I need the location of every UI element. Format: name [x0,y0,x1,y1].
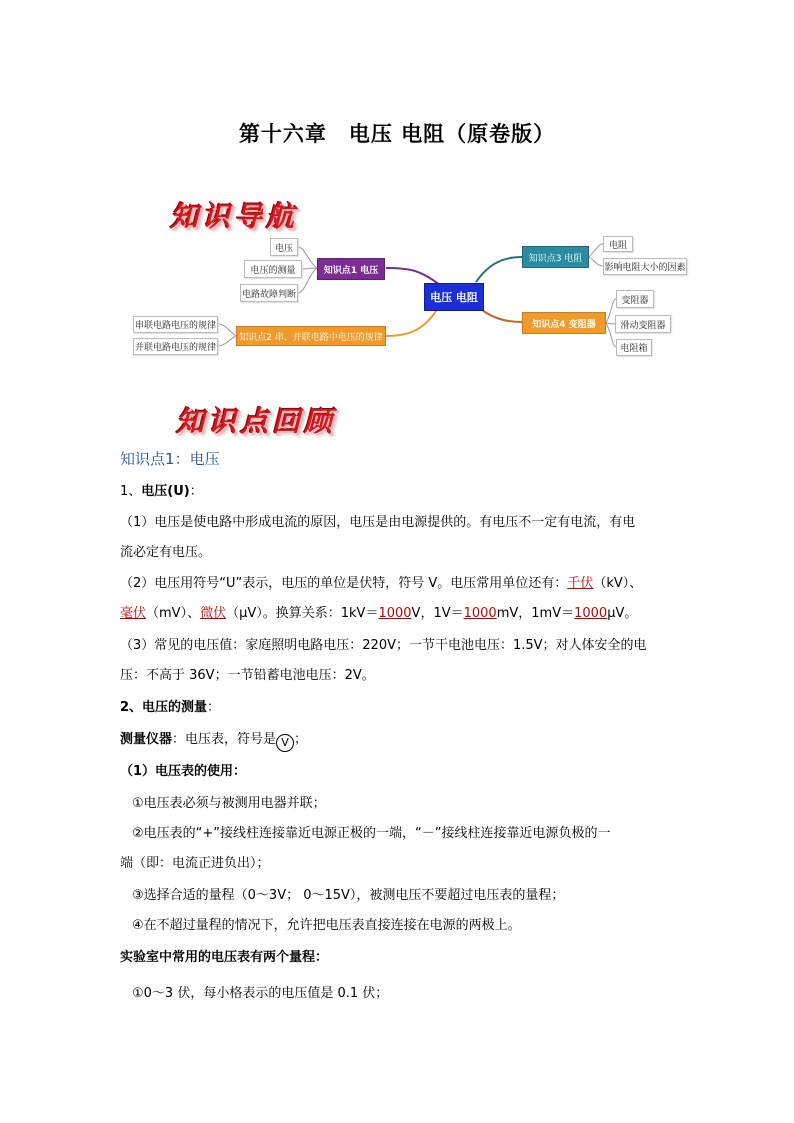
section-colon: ： [207,700,221,715]
rule-2-line-1: ②电压表的“+”接线柱连接靠近电源正极的一端，“－”接线柱连接靠近电源负极的一 [132,826,611,841]
voltmeter-symbol-icon: V [276,734,294,752]
answer-value: 1000 [378,606,412,621]
kp-suffix: ：电压 [174,450,220,468]
paragraph-3-line-2: 压：不高于 36V；一节铅蓄电池电压：2V。 [120,668,375,683]
text: μV。 [607,606,638,621]
usage-heading: （1）电压表的使用： [120,764,247,779]
text: V，1V＝ [411,606,464,621]
answer-kv: 千伏 [567,576,594,591]
paragraph-1-line-2: 流必定有电压。 [120,545,212,560]
mindmap [0,0,794,400]
rule-4: ④在不超过量程的情况下，允许把电压表直接连接在电源的两极上。 [132,918,521,933]
section-number: 1、 [120,484,142,499]
paragraph-2-line-1 [120,574,680,594]
rule-1: ①电压表必须与被测用电器并联； [132,796,326,811]
instrument-line [120,730,680,752]
lab-heading: 实验室中常用的电压表有两个量程： [120,950,329,965]
mindmap-leaf: 电阻箱 [616,339,652,356]
rule-3: ③选择合适的量程（0～3V； 0～15V），被测电压不要超过电压表的量程； [132,888,565,903]
mindmap-center: 电压 电阻 [424,283,484,311]
answer-value: 1000 [574,606,608,621]
text: mV，1mV＝ [496,606,575,621]
section-title: 2、电压的测量 [120,700,208,715]
knowledge-point-heading [120,449,680,469]
section-title: 电压(U) [141,484,190,499]
text: （μV）。换算关系：1kV＝ [226,606,379,621]
knowledge-review-banner: 知识点回顾 [176,405,337,438]
text: （mV）、 [146,606,201,621]
text: ：电压表，符号是 [172,732,277,747]
text: （2）电压用符号“U”表示，电压的单位是伏特，符号 V。电压常用单位还有： [120,576,568,591]
kp-prefix: 知识点 [120,450,166,468]
mindmap-leaf: 影响电阻大小的因素 [603,258,687,275]
page-title: 第十六章 电压 电阻（原卷版） [238,122,556,146]
mindmap-leaf: 变阻器 [616,290,654,308]
paragraph-3-line-1: （3）常见的电压值：家庭照明电路电压：220V；一节干电池电压：1.5V；对人体安全的电 [120,638,647,653]
mindmap-node-k2: 知识点2 串、并联电路中电压的规律 [236,326,386,346]
mindmap-node-k1: 知识点1 电压 [317,258,385,280]
mindmap-leaf: 滑动变阻器 [615,315,671,333]
answer-uv: 微伏 [200,606,227,621]
paragraph-1-line-1: （1）电压是使电路中形成电流的原因，电压是由电源提供的。有电压不一定有电流，有电 [120,515,636,530]
instrument-label: 测量仪器 [120,732,173,747]
paragraph-2-line-2 [120,604,680,624]
mindmap-leaf: 电阻 [603,236,633,252]
rule-2-line-2: 端（即：电流正进负出）； [120,856,270,871]
mindmap-leaf: 串联电路电压的规律 [133,316,218,333]
mindmap-leaf: 电压 [270,238,298,256]
knowledge-nav-banner: 知识导航 [170,200,299,233]
mindmap-connectors [0,0,794,400]
answer-mv: 毫伏 [120,606,147,621]
section-2-heading [120,698,680,718]
mindmap-leaf: 并联电路电压的规律 [133,338,218,355]
text: （kV）、 [593,576,643,591]
kp-number: 1 [165,450,175,468]
answer-value: 1000 [463,606,497,621]
mindmap-node-k3: 知识点3 电阻 [522,246,589,268]
section-colon: ： [189,484,203,499]
mindmap-leaf: 电路故障判断 [240,284,298,302]
mindmap-node-k4: 知识点4 变阻器 [522,312,606,334]
range-1: ①0～3 伏，每小格表示的电压值是 0.1 伏； [132,986,389,1001]
mindmap-leaf: 电压的测量 [244,260,302,278]
text: ； [294,732,308,747]
section-1-heading [120,482,680,502]
